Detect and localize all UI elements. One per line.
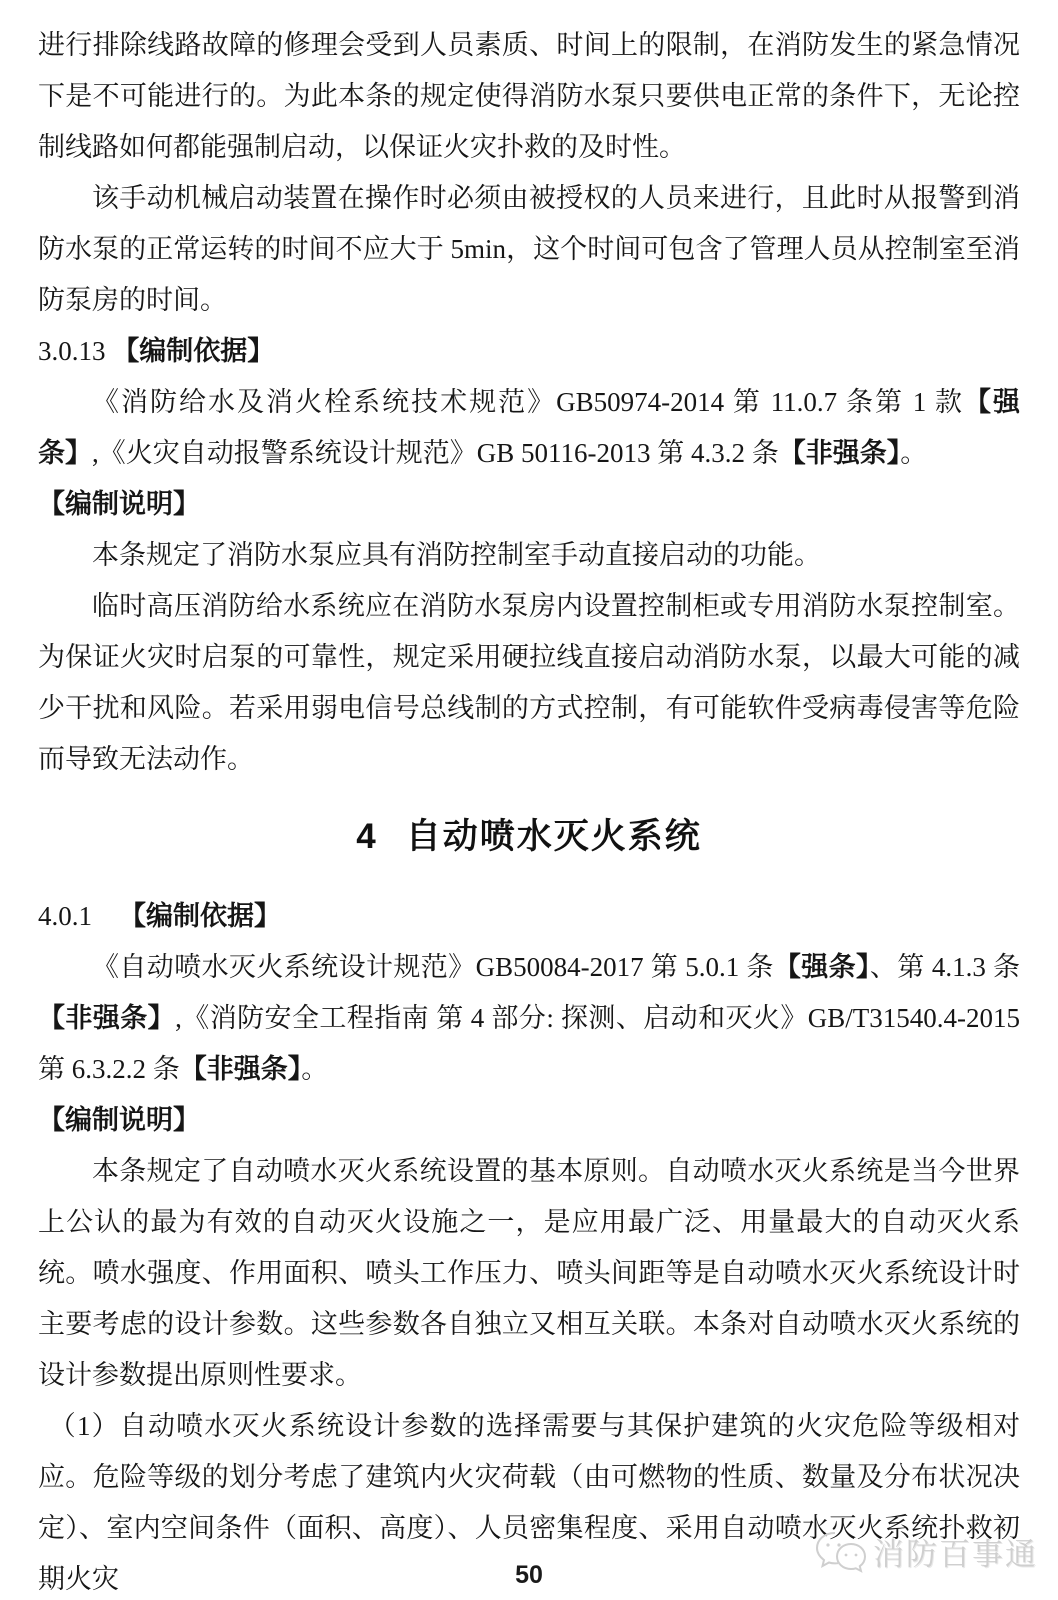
paragraph xyxy=(38,581,1020,785)
document-body xyxy=(38,20,1027,1600)
emphasis-text: 【编制依据】 xyxy=(112,336,275,366)
body-text: 该手动机械启动装置在操作时必须由被授权的人员来进行，且此时从报警到消防水泵的正常运转的时间不应大于 5min，这个时间可包含了管理人员从控制室至消防泵房的时间。 xyxy=(38,183,1020,315)
body-text: ,《火灾自动报警系统设计规范》GB 50116-2013 第 4.3.2 条 xyxy=(92,438,779,468)
paragraph xyxy=(38,891,1020,942)
body-text: ,《消防安全工程指南 第 4 部分: 探测、启动和灭火》GB/T31540.4-2015 第 6.3.2.2 条 xyxy=(38,1003,1027,1084)
paragraph xyxy=(38,1095,1020,1146)
section-number: 4 xyxy=(356,817,376,856)
body-text: 《自动喷水灭火系统设计规范》GB50084-2017 第 5.0.1 条 xyxy=(92,952,774,982)
page-number: 50 xyxy=(515,1561,543,1589)
paragraph xyxy=(38,942,1027,1095)
paragraph xyxy=(38,173,1020,326)
watermark-text: 消防百事通 xyxy=(873,1537,1038,1572)
body-text: 。 xyxy=(301,1054,329,1084)
body-text: 本条规定了消防水泵应具有消防控制室手动直接启动的功能。 xyxy=(92,540,821,570)
emphasis-text: 【编制依据】 xyxy=(119,901,281,931)
body-text: 临时高压消防给水系统应在消防水泵房内设置控制柜或专用消防水泵控制室。为保证火灾时启泵的可靠性，规定采用硬拉线直接启动消防水泵，以最大可能的减少干扰和风险。若采用弱电信号总线制的方式控制，有可能软件受病毒侵害等危险而导致无法动作。 xyxy=(38,591,1020,774)
body-text: 。 xyxy=(900,438,928,468)
paragraph xyxy=(38,479,1020,530)
paragraph xyxy=(38,530,1020,581)
section-title: 自动喷水灭火系统 xyxy=(405,817,702,856)
body-text: 4.0.1 xyxy=(38,901,119,931)
body-text: （1）自动喷水灭火系统设计参数的选择需要与其保护建筑的火灾危险等级相对应。危险等级的划分考虑了建筑内火灾荷载（由可燃物的性质、数量及分布状况决定）、室内空间条件（面积、高度）、人员密集程度、采用自动喷水灭火系统扑救初期火灾 xyxy=(38,1411,1020,1594)
emphasis-text: 【编制说明】 xyxy=(38,1105,200,1135)
section-heading xyxy=(38,809,1020,865)
body-text: 、第 4.1.3 条 xyxy=(869,952,1020,982)
paragraph xyxy=(38,20,1020,173)
paragraph xyxy=(38,377,1020,479)
paragraph xyxy=(38,326,1020,377)
emphasis-text: 【非强条】 xyxy=(38,1003,176,1033)
body-text: 进行排除线路故障的修理会受到人员素质、时间上的限制，在消防发生的紧急情况下是不可能进行的。为此本条的规定使得消防水泵只要供电正常的条件下，无论控制线路如何都能强制启动，以保证火灾扑救的及时性。 xyxy=(38,30,1020,162)
body-text: 本条规定了自动喷水灭火系统设置的基本原则。自动喷水灭火系统是当今世界上公认的最为有效的自动灭火设施之一，是应用最广泛、用量最大的自动灭火系统。喷水强度、作用面积、喷头工作压力、喷头间距等是自动喷水灭火系统设计时主要考虑的设计参数。这些参数各自独立又相互关联。本条对自动喷水灭火系统的设计参数提出原则性要求。 xyxy=(38,1156,1020,1390)
emphasis-text: 【非强条】 xyxy=(179,1054,302,1084)
emphasis-text: 【非强条】 xyxy=(778,438,901,468)
emphasis-text: 【编制说明】 xyxy=(38,489,200,519)
body-text: 《消防给水及消火栓系统技术规范》GB50974-2014 第 11.0.7 条第 1 款 xyxy=(92,387,964,417)
body-text: 3.0.13 xyxy=(38,336,113,366)
emphasis-text: 【强条】 xyxy=(773,952,870,982)
emphasis-text: 【强条】 xyxy=(38,387,1021,468)
paragraph xyxy=(38,1146,1020,1401)
